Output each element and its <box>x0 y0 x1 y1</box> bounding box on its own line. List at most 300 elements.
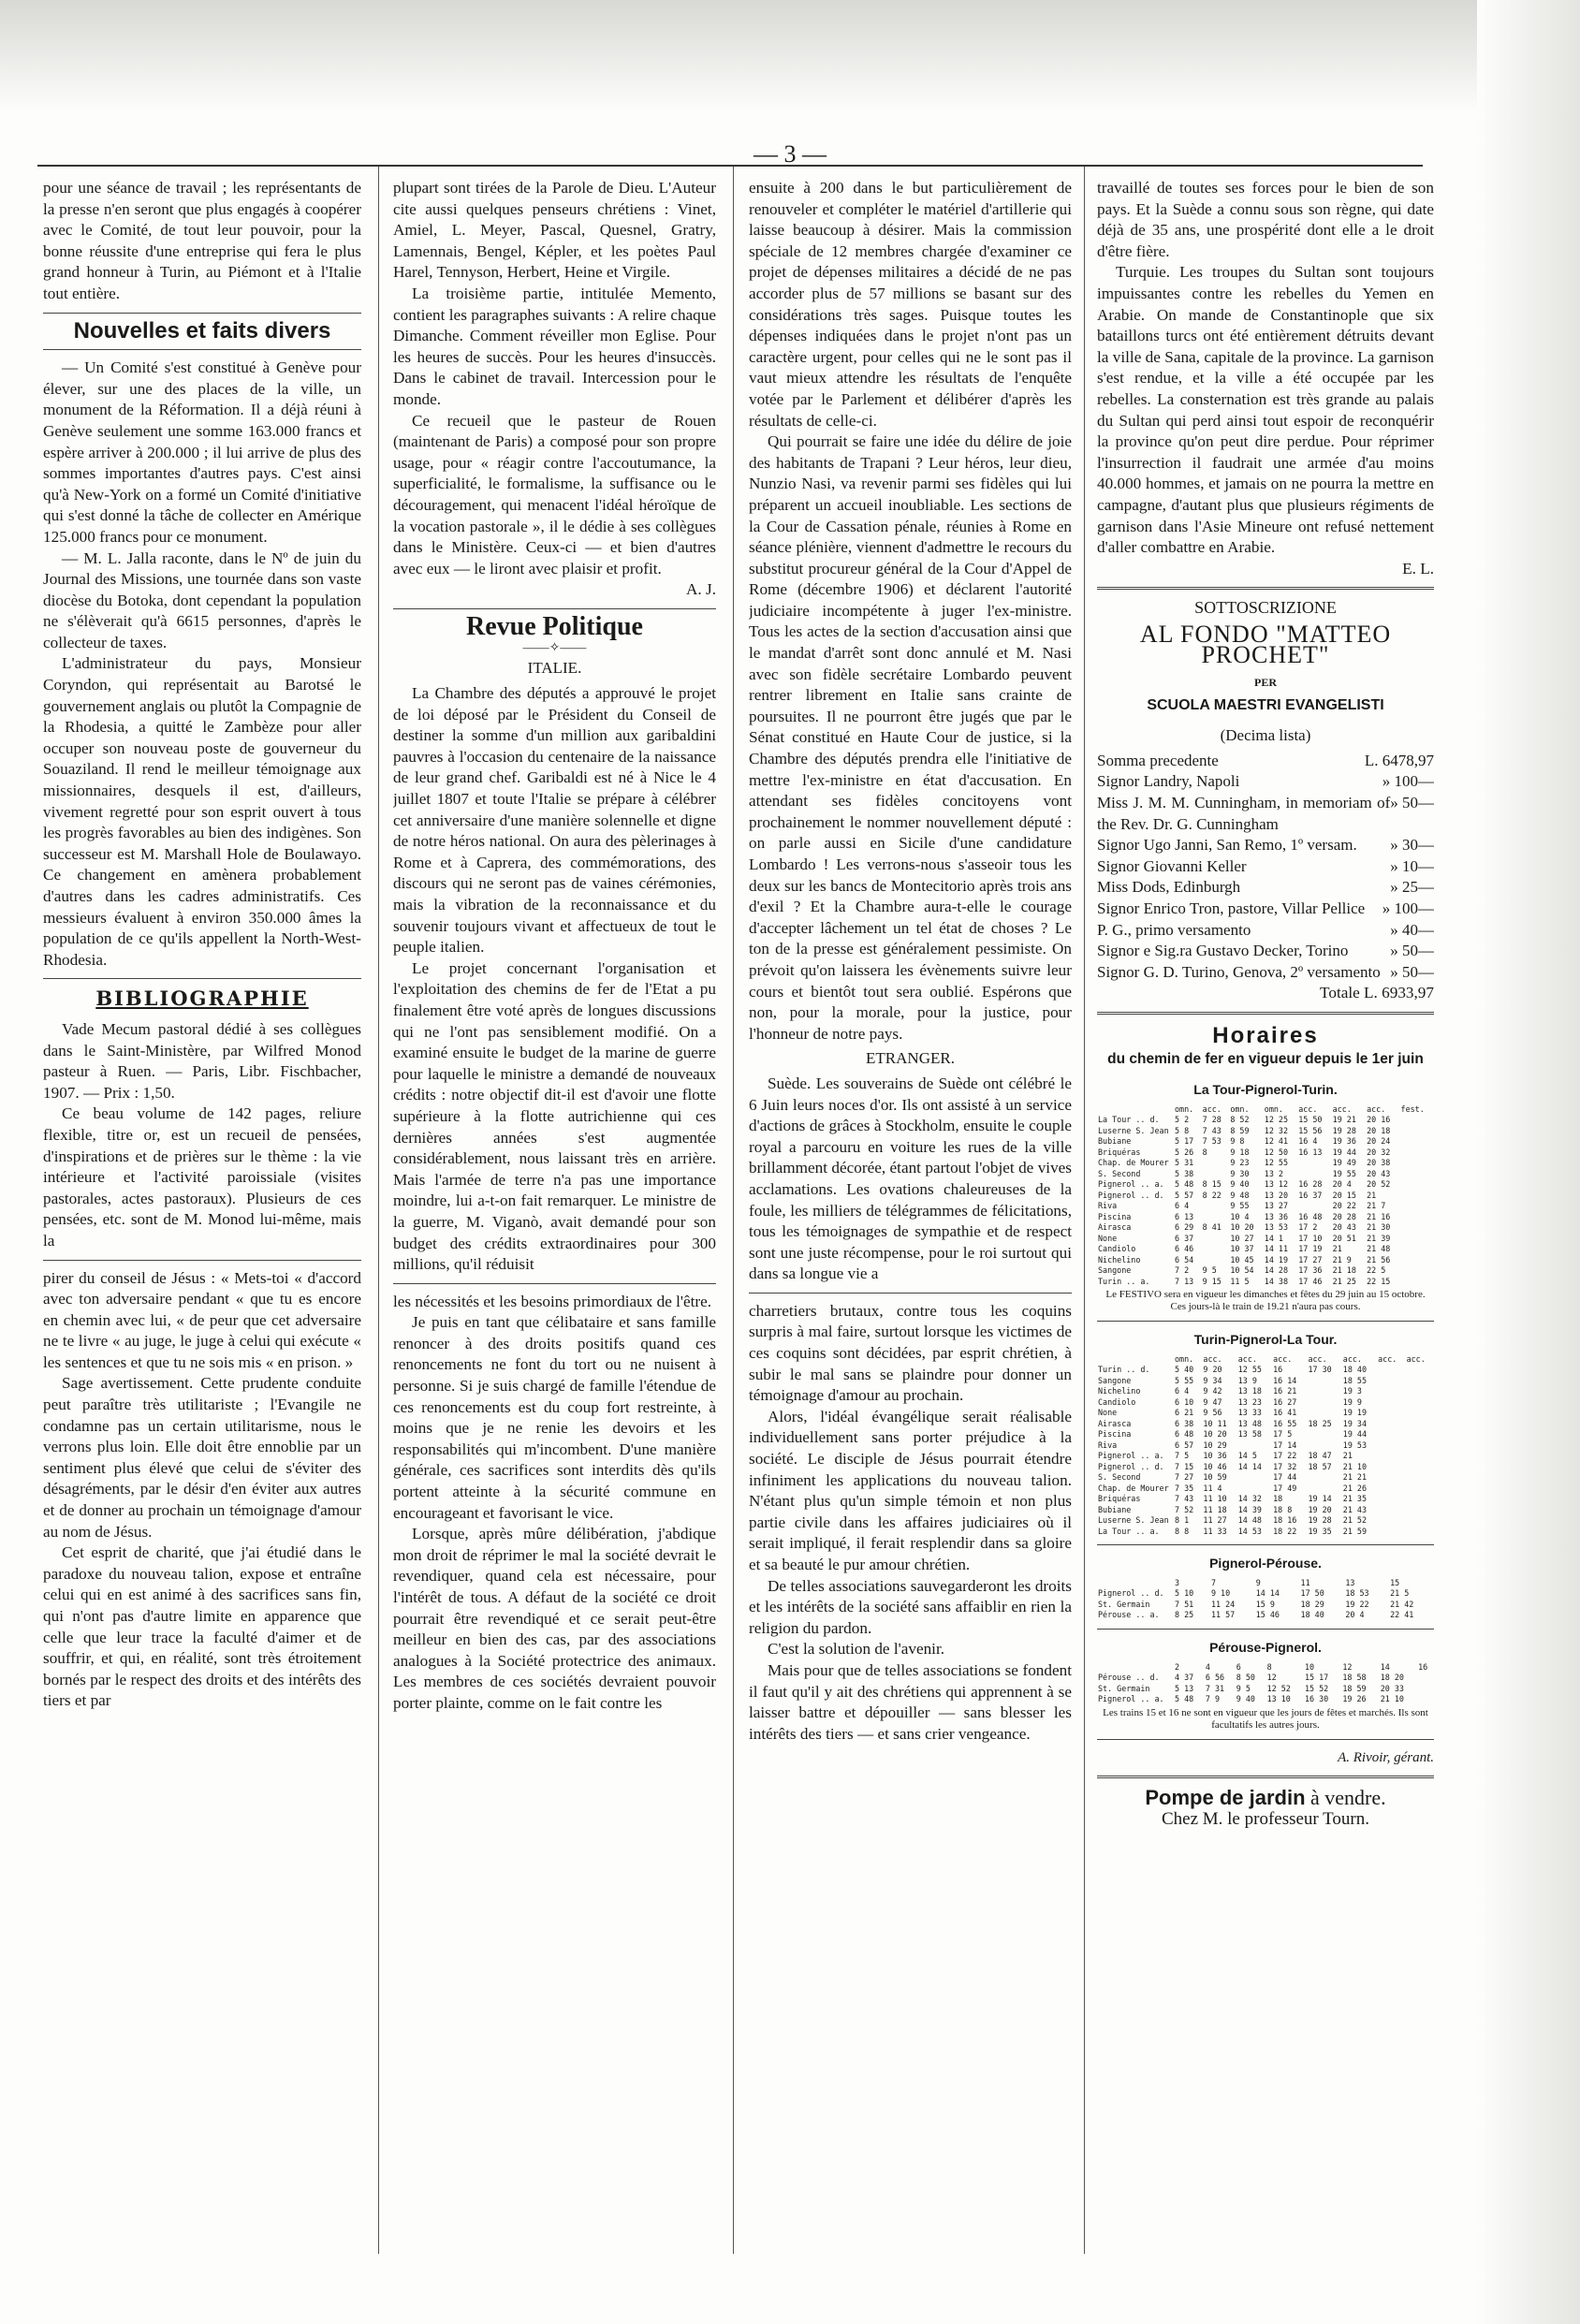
divider <box>1097 1544 1434 1545</box>
departure-time: 21 59 <box>1342 1526 1368 1536</box>
station-name: Turin .. a. <box>1098 1276 1150 1286</box>
article-text: plupart sont tirées de la Parole de Dieu. L'Auteur cite aussi quelques penseurs chrétiens : Vinet, Amiel, L. Meyer, Pascal, Quesnel, Gratry, Lamennais, Bengel, Képler, et les poètes Paul Harel, Tennyson, Herbert, Heine et Virgile. <box>393 179 716 282</box>
timetable-row <box>1097 1386 1434 1397</box>
departure-time: 18 <box>1273 1494 1283 1504</box>
departure-time: 4 37 <box>1175 1673 1194 1683</box>
timetable-row <box>1097 1440 1434 1452</box>
timetable-header-cell: acc. <box>1367 1104 1386 1114</box>
departure-time: 13 2 <box>1264 1168 1283 1178</box>
timetable-header-cell: 6 <box>1236 1661 1241 1672</box>
departure-time: 19 34 <box>1342 1418 1368 1428</box>
station-name: Piscina <box>1098 1429 1132 1440</box>
timetable-heading: Horaires <box>1212 1022 1319 1048</box>
donor-name: Signor e Sig.ra Gustavo Decker, Torino <box>1097 942 1349 960</box>
departure-time <box>1237 1484 1272 1495</box>
article-text: Cet esprit de charité, que j'ai étudié dans le paradoxe du nouveau talion, expose et entraîne celui qui en est animé à des sacrifices sans fin, qui n'ont pas d'autre limite en apparence que celle que leur trace la faculté d'aimer et de souffrir, et qui, en réalité, sont très étroitement bornés par le respect des droits et des intérêts des tiers et par <box>43 1543 361 1710</box>
departure-time: 7 5 <box>1175 1451 1190 1461</box>
timetable-header-cell: 4 <box>1205 1661 1210 1672</box>
donor-name: Signor G. D. Turino, Genova, 2º versamento <box>1097 962 1381 981</box>
departure-time <box>1417 1694 1434 1705</box>
timetable-row <box>1097 1365 1434 1376</box>
departure-time: 22 41 <box>1390 1610 1414 1620</box>
timetable-row <box>1097 1515 1434 1527</box>
departure-time: 5 2 <box>1175 1115 1190 1125</box>
departure-time: 14 11 <box>1264 1244 1288 1254</box>
departure-time <box>1297 1201 1331 1212</box>
station-name: Pérouse .. a. <box>1098 1610 1160 1620</box>
timetable-header-cell <box>1097 1354 1174 1366</box>
departure-time: 20 43 <box>1367 1168 1391 1178</box>
departure-time: 6 10 <box>1175 1396 1194 1407</box>
divider <box>43 349 361 350</box>
departure-time: 10 59 <box>1203 1472 1227 1483</box>
departure-time: 13 20 <box>1264 1190 1288 1200</box>
departure-time: 19 53 <box>1342 1440 1368 1450</box>
departure-time: 21 48 <box>1367 1244 1391 1254</box>
departure-time: 10 11 <box>1203 1418 1227 1428</box>
departure-time: 6 56 <box>1205 1673 1225 1683</box>
station-name: La Tour .. d. <box>1098 1115 1160 1125</box>
departure-time: 16 4 <box>1298 1136 1318 1147</box>
departure-time: 17 50 <box>1300 1588 1324 1599</box>
donor-name: Signor Giovanni Keller <box>1097 856 1247 875</box>
departure-time <box>1202 1158 1230 1169</box>
timetable-row <box>1097 1147 1434 1159</box>
departure-time: 9 55 <box>1230 1201 1250 1211</box>
departure-time <box>1406 1386 1434 1397</box>
article-text: De telles associations sauvegarderont les droits et les intérêts de la société sans affaiblir en rien la religion du pardon. <box>749 1576 1072 1637</box>
departure-time: 5 31 <box>1175 1158 1194 1168</box>
departure-time: 20 24 <box>1367 1136 1391 1147</box>
departure-time: 20 16 <box>1367 1115 1391 1125</box>
donor-name: Miss J. M. M. Cunningham, in memoriam of the Rev. Dr. G. Cunningham <box>1097 794 1391 833</box>
departure-time <box>1307 1397 1341 1409</box>
timetable-note: Le FESTIVO sera en vigueur les dimanches et fêtes du 29 juin au 15 octobre. Ces jours-là le train de 19.21 n'aura pas cours. <box>1105 1289 1426 1313</box>
line-title-perouse-pignerol: Pérouse-Pignerol. <box>1209 1639 1322 1655</box>
departure-time <box>1377 1376 1405 1387</box>
departure-time: 6 46 <box>1175 1244 1194 1254</box>
timetable-row <box>1097 1277 1434 1288</box>
departure-time: 11 27 <box>1203 1515 1227 1526</box>
station-name: Nichelino <box>1098 1254 1141 1264</box>
departure-time <box>1202 1244 1230 1255</box>
departure-time: 14 19 <box>1264 1254 1288 1264</box>
departure-time: 16 37 <box>1298 1190 1323 1200</box>
timetable-pignerol-perouse <box>1097 1578 1434 1621</box>
timetable-header-cell <box>1097 1104 1174 1116</box>
article-text: ensuite à 200 dans le but particulièrement de renouveler et compléter le matériel d'artillerie qui laisse beaucoup à désirer. Mais la commission spéciale de 12 membres chargée d'examiner ce projet de dépenses militaires a décidé de ne pas accorder plus de 57 millions se basant sur des considérations très sages. Puisque toutes les dépenses indiquées dans le projet n'ont pas un caractère urgent, pour celles qui ne le sont pas il vaut mieux attendre les résultats de l'enquête votée par le Parlement et délibérer d'après les résultats de celle-ci. <box>749 179 1072 430</box>
departure-time: 11 57 <box>1210 1610 1236 1620</box>
timetable-header-cell: acc. <box>1237 1353 1257 1364</box>
departure-time: 12 50 <box>1264 1147 1288 1157</box>
donation-amount: » 10— <box>1390 856 1434 875</box>
timetable-row <box>1097 1673 1434 1684</box>
departure-time: 17 5 <box>1273 1429 1293 1440</box>
donation-amount: » 50— <box>1390 794 1434 812</box>
departure-time: 9 40 <box>1230 1179 1250 1190</box>
departure-time: 20 51 <box>1332 1233 1356 1243</box>
departure-time <box>1202 1212 1230 1223</box>
departure-time: 19 14 <box>1308 1494 1332 1504</box>
timetable-header-cell: 7 <box>1210 1577 1216 1587</box>
divider <box>43 1260 361 1261</box>
departure-time <box>1377 1429 1405 1440</box>
departure-time: 7 31 <box>1205 1683 1225 1693</box>
departure-time: 7 43 <box>1202 1125 1222 1135</box>
departure-time: 7 13 <box>1175 1276 1194 1286</box>
departure-time: 17 30 <box>1308 1365 1332 1375</box>
departure-time: 21 39 <box>1367 1233 1391 1243</box>
departure-time <box>1406 1419 1434 1430</box>
station-name: Briquéras <box>1098 1147 1141 1157</box>
timetable-row <box>1097 1244 1434 1255</box>
departure-time <box>1377 1462 1405 1473</box>
donor-name: Signor Ugo Janni, San Remo, 1º versam. <box>1097 836 1357 855</box>
departure-time: 19 44 <box>1342 1429 1368 1440</box>
departure-time: 20 4 <box>1332 1179 1352 1190</box>
departure-time: 18 59 <box>1342 1683 1367 1693</box>
departure-time <box>1307 1429 1341 1440</box>
departure-time: 9 30 <box>1230 1168 1250 1178</box>
departure-time: 14 14 <box>1237 1461 1262 1471</box>
donation-amount: » 25— <box>1390 878 1434 897</box>
departure-time: 8 15 <box>1202 1179 1222 1190</box>
article-text: Suède. Les souverains de Suède ont célébré le 6 Juin leurs noces d'or. Ils ont assisté à un service d'actions de grâces à Stockholm, ensuite le couple royal a parcouru en voiture les rues de la ville brillamment décorée, étant partout l'objet de vives acclamations. Les ovations chaleureuses de la foule, les milliers de télégrammes de félicitations, tous les témoignages de sympathie et de respect sont une juste récompense, pour le roi surtout qui dans sa longue vie a <box>749 1074 1072 1283</box>
timetable-row <box>1097 1136 1434 1147</box>
station-name: Bubiane <box>1098 1504 1132 1514</box>
departure-time: 17 14 <box>1273 1440 1297 1450</box>
departure-time: 20 33 <box>1380 1683 1404 1693</box>
advertisement <box>1097 1788 1434 1809</box>
departure-time: 14 39 <box>1237 1504 1262 1514</box>
departure-time <box>1406 1376 1434 1387</box>
departure-time: 12 25 <box>1264 1115 1288 1125</box>
departure-time: 7 27 <box>1175 1472 1194 1483</box>
donation-amount: » 40— <box>1390 920 1434 939</box>
departure-time: 13 58 <box>1237 1429 1262 1440</box>
departure-time: 21 7 <box>1367 1201 1386 1211</box>
departure-time <box>1400 1115 1434 1126</box>
departure-time <box>1377 1386 1405 1397</box>
departure-time <box>1406 1408 1434 1419</box>
header-rule <box>37 165 1423 167</box>
departure-time: 18 25 <box>1308 1418 1332 1428</box>
timetable-row <box>1097 1191 1434 1202</box>
divider <box>393 608 716 609</box>
divider <box>1097 1776 1434 1778</box>
departure-time: 10 20 <box>1230 1222 1254 1233</box>
column-2 <box>393 178 716 2265</box>
timetable-header-cell: 13 <box>1345 1577 1355 1587</box>
departure-time: 13 53 <box>1264 1222 1288 1233</box>
departure-time <box>1307 1386 1341 1397</box>
timetable-subheading: du chemin de fer en vigueur depuis le 1er juin <box>1107 1050 1424 1067</box>
ad-text: à vendre. <box>1305 1786 1386 1810</box>
departure-time: 13 48 <box>1237 1418 1262 1428</box>
article-text: C'est la solution de l'avenir. <box>768 1640 945 1659</box>
departure-time <box>1297 1169 1331 1180</box>
departure-time: 10 27 <box>1230 1233 1254 1243</box>
timetable-header-cell: acc. <box>1308 1353 1327 1364</box>
departure-time: 15 46 <box>1255 1610 1280 1620</box>
station-name: Pignerol .. a. <box>1098 1451 1164 1461</box>
departure-time <box>1406 1462 1434 1473</box>
departure-time: 21 35 <box>1342 1494 1368 1504</box>
departure-time: 17 19 <box>1298 1244 1323 1254</box>
departure-time: 7 43 <box>1175 1494 1194 1504</box>
departure-time <box>1406 1440 1434 1452</box>
departure-time <box>1307 1472 1341 1484</box>
departure-time: 12 41 <box>1264 1136 1288 1147</box>
timetable-header-cell: fest. <box>1400 1104 1425 1114</box>
timetable-row <box>1097 1126 1434 1137</box>
departure-time: 19 36 <box>1332 1136 1356 1147</box>
timetable-header-row <box>1097 1578 1434 1589</box>
departure-time: 15 50 <box>1298 1115 1323 1125</box>
donation-row <box>1097 899 1434 920</box>
timetable-row <box>1097 1201 1434 1212</box>
departure-time: 5 55 <box>1175 1375 1194 1385</box>
departure-time: 9 10 <box>1210 1588 1231 1599</box>
departure-time: 13 18 <box>1237 1386 1262 1396</box>
departure-time <box>1307 1484 1341 1495</box>
departure-time: 14 53 <box>1237 1526 1262 1536</box>
departure-time: 9 23 <box>1230 1158 1250 1168</box>
divider <box>393 1283 716 1284</box>
station-name: Airasca <box>1098 1418 1132 1428</box>
list-number: (Decima lista) <box>1220 726 1311 745</box>
article-text: pour une séance de travail ; les représentants de la presse n'en seront que plus engagés à coopérer avec le Comité, de tout leur pouvoir, pour la bonne réussite d'une entreprise qui fera le plus grand honneur à Turin, au Piémont et à l'Italie tout entière. <box>43 179 361 302</box>
donation-row <box>1097 920 1434 942</box>
departure-time <box>1417 1684 1434 1695</box>
column-rule-3 <box>1084 167 1085 2254</box>
departure-time <box>1237 1440 1272 1452</box>
divider <box>1097 1629 1434 1630</box>
departure-time <box>1406 1515 1434 1527</box>
departure-time: 7 52 <box>1175 1504 1194 1514</box>
station-name: Pérouse .. d. <box>1098 1673 1160 1683</box>
departure-time: 21 <box>1367 1190 1377 1200</box>
departure-time: 12 55 <box>1237 1365 1262 1375</box>
departure-time: 18 40 <box>1342 1365 1368 1375</box>
station-name: Pignerol .. d. <box>1098 1588 1164 1599</box>
departure-time: 16 48 <box>1298 1211 1323 1221</box>
departure-time: 5 40 <box>1175 1365 1194 1375</box>
departure-time <box>1237 1472 1272 1484</box>
departure-time: 5 26 <box>1175 1147 1194 1157</box>
departure-time <box>1377 1440 1405 1452</box>
departure-time: 16 28 <box>1298 1179 1323 1190</box>
departure-time: 21 5 <box>1390 1588 1410 1599</box>
departure-time: 17 27 <box>1298 1254 1323 1264</box>
departure-time <box>1377 1484 1405 1495</box>
divider <box>1097 1321 1434 1322</box>
departure-time <box>1400 1147 1434 1159</box>
departure-time: 10 29 <box>1203 1440 1227 1450</box>
article-text: La troisième partie, intitulée Memento, contient les paragraphes suivants : A relire chaque Dimanche. Comment réveiller mon Eglise. Pour les heures de succès. Pour les heures d'insuccès. Dans le cabinet de travail. Intercession pour le monde. <box>393 284 716 408</box>
departure-time: 17 46 <box>1298 1276 1323 1286</box>
departure-time: 9 5 <box>1202 1265 1217 1276</box>
departure-time: 19 28 <box>1332 1125 1356 1135</box>
departure-time: 5 10 <box>1175 1588 1194 1599</box>
timetable-row <box>1097 1115 1434 1126</box>
article-text: travaillé de toutes ses forces pour le bien de son pays. Et la Suède a connu sous son règne, qui date déjà de 35 ans, une prospérité dont elle a le droit d'être fière. <box>1097 179 1434 260</box>
station-name: Candiolo <box>1098 1244 1136 1254</box>
departure-time: 15 56 <box>1298 1125 1323 1135</box>
departure-time: 16 <box>1273 1365 1283 1375</box>
timetable-row <box>1097 1234 1434 1245</box>
timetable-header-row <box>1097 1662 1434 1674</box>
departure-time: 21 43 <box>1342 1504 1368 1514</box>
page-number: — 3 — <box>753 140 827 168</box>
line-title-turin-la-tour: Turin-Pignerol-La Tour. <box>1193 1332 1338 1348</box>
departure-time <box>1406 1397 1434 1409</box>
timetable-row <box>1097 1588 1434 1600</box>
timetable-row <box>1097 1600 1434 1611</box>
departure-time: 16 27 <box>1273 1396 1297 1407</box>
timetable-row <box>1097 1429 1434 1440</box>
donation-row <box>1097 793 1434 835</box>
timetable-header-cell <box>1097 1662 1174 1674</box>
donation-amount: » 30— <box>1390 836 1434 855</box>
departure-time: 16 55 <box>1273 1418 1297 1428</box>
departure-time: 19 9 <box>1342 1396 1362 1407</box>
departure-time: 5 48 <box>1175 1179 1194 1190</box>
departure-time: 18 20 <box>1380 1673 1404 1683</box>
departure-time <box>1202 1234 1230 1245</box>
signature: E. L. <box>1402 559 1434 577</box>
departure-time: 13 36 <box>1264 1211 1288 1221</box>
departure-time: 20 52 <box>1367 1179 1391 1190</box>
article-text: Turquie. Les troupes du Sultan sont toujours impuissantes contre les rebelles du Yemen en Arabie. On mande de Constantinople que six bataillons turcs ont été entièrement détruits devant la ville de Sana, capitale de la province. La garnison s'est rendue, et la ville a été occupée par les rebelles. La consternation est très grande au palais du Sultan qui perd ainsi tout espoir de reconquérir la province qu'on peut dire perdue. Pour réprimer l'insurrection il faudrait une armée d'au moins 40.000 hommes, et jamais on ne pourra la mettre en campagne, d'autant plus que plusieurs régiments de garnison dans l'Asie Mineure ont refusé nettement d'aller combattre en Arabie. <box>1097 263 1434 557</box>
station-name: St. Germain <box>1098 1683 1150 1693</box>
departure-time: 20 32 <box>1367 1147 1391 1157</box>
departure-time: 10 46 <box>1203 1461 1227 1471</box>
per-label: PER <box>1254 676 1277 690</box>
timetable-row <box>1097 1419 1434 1430</box>
departure-time: 5 13 <box>1175 1683 1194 1693</box>
departure-time: 5 38 <box>1175 1168 1194 1178</box>
departure-time <box>1377 1451 1405 1462</box>
departure-time: 14 5 <box>1237 1451 1257 1461</box>
station-name: Sangone <box>1098 1375 1132 1385</box>
departure-time: 21 26 <box>1342 1483 1368 1493</box>
timetable-header-cell: acc. <box>1273 1353 1293 1364</box>
departure-time <box>1406 1472 1434 1484</box>
departure-time: 21 10 <box>1380 1694 1404 1704</box>
divider <box>1097 587 1434 590</box>
station-name: Pignerol .. d. <box>1098 1190 1164 1200</box>
divider <box>43 978 361 979</box>
departure-time: 5 48 <box>1175 1694 1194 1704</box>
column-rule-2 <box>733 167 734 2254</box>
departure-time: 7 9 <box>1205 1694 1221 1704</box>
departure-time: 18 29 <box>1300 1599 1324 1609</box>
departure-time: 9 5 <box>1236 1683 1251 1693</box>
station-name: Airasca <box>1098 1222 1132 1233</box>
timetable-row <box>1097 1397 1434 1409</box>
departure-time <box>1377 1494 1405 1505</box>
timetable-header-cell: acc. <box>1202 1104 1222 1114</box>
section-heading-nouvelles: Nouvelles et faits divers <box>73 317 331 343</box>
departure-time <box>1297 1158 1331 1169</box>
departure-time: 9 56 <box>1203 1408 1222 1418</box>
departure-time <box>1377 1527 1405 1538</box>
departure-time: 6 4 <box>1175 1201 1190 1211</box>
departure-time: 12 <box>1266 1673 1277 1683</box>
departure-time <box>1400 1277 1434 1288</box>
subheading-etranger: ETRANGER. <box>866 1049 955 1068</box>
departure-time: 20 18 <box>1367 1125 1391 1135</box>
article-text: les nécessités et les besoins primordiaux de l'être. <box>393 1292 712 1310</box>
timetable-row <box>1097 1505 1434 1516</box>
departure-time: 14 14 <box>1255 1588 1280 1599</box>
departure-time <box>1377 1419 1405 1430</box>
departure-time: 17 2 <box>1298 1222 1318 1233</box>
departure-time: 16 30 <box>1304 1694 1329 1704</box>
departure-time <box>1417 1673 1434 1684</box>
departure-time <box>1400 1255 1434 1266</box>
timetable-row <box>1097 1462 1434 1473</box>
ornament: ——✧—— <box>522 641 587 656</box>
departure-time <box>1400 1136 1434 1147</box>
departure-time: 7 35 <box>1175 1483 1194 1493</box>
station-name: Pignerol .. a. <box>1098 1694 1164 1704</box>
departure-time: 7 53 <box>1202 1136 1222 1147</box>
departure-time: 13 27 <box>1264 1201 1288 1211</box>
departure-time: 13 9 <box>1237 1375 1257 1385</box>
timetable-header-cell: 8 <box>1266 1661 1272 1672</box>
station-name: Sangone <box>1098 1265 1132 1276</box>
departure-time: 13 23 <box>1237 1396 1262 1407</box>
departure-time: 9 34 <box>1203 1375 1222 1385</box>
departure-time: 8 8 <box>1175 1526 1190 1536</box>
subscription-heading: SOTTOSCRIZIONE <box>1194 598 1337 618</box>
departure-time <box>1400 1265 1434 1277</box>
article-text: La Chambre des députés a approuvé le projet de loi déposé par le Président du Conseil de destiner la somme d'un million aux garibaldini pauvres à l'occasion du centenaire de la naissance de leur grand chef. Garibaldi est né à Nice le 4 juillet 1807 et toute l'Italie se prépare à célébrer cet anniversaire d'une manière solennelle et digne de notre héros national. On aura des pèlerinages à Rome et à Caprera, des commémorations, des discours qui ne seront pas de vaines cérémonies, mais la vibration de la reconnaissance et du souvenir toujours vivant et affectueux de tout le peuple italien. <box>393 684 716 957</box>
departure-time: 13 10 <box>1266 1694 1291 1704</box>
departure-time: 18 58 <box>1342 1673 1367 1683</box>
departure-time: 9 42 <box>1203 1386 1222 1396</box>
departure-time: 18 22 <box>1273 1526 1297 1536</box>
departure-time <box>1406 1365 1434 1376</box>
departure-time: 21 9 <box>1332 1254 1352 1264</box>
timetable-row <box>1097 1408 1434 1419</box>
school-name: SCUOLA MAESTRI EVANGELISTI <box>1147 696 1384 713</box>
book-reference: Vade Mecum pastoral dédié à ses collègues dans le Saint-Ministère, par Wilfred Monod pasteur à Ruen. — Paris, Libr. Fischbacher, 1907. — Prix : 1,50. <box>43 1019 361 1102</box>
departure-time <box>1307 1440 1341 1452</box>
subheading-italie: ITALIE. <box>527 659 582 678</box>
departure-time <box>1400 1212 1434 1223</box>
timetable-header-row <box>1097 1104 1434 1116</box>
departure-time: 20 15 <box>1332 1190 1356 1200</box>
departure-time: 19 55 <box>1332 1168 1356 1178</box>
departure-time <box>1377 1515 1405 1527</box>
departure-time: 13 33 <box>1237 1408 1262 1418</box>
departure-time: 18 47 <box>1308 1451 1332 1461</box>
departure-time: 12 52 <box>1266 1683 1291 1693</box>
station-name: Nichelino <box>1098 1386 1141 1396</box>
timetable-row <box>1097 1494 1434 1505</box>
departure-time <box>1307 1376 1341 1387</box>
station-name: Candiolo <box>1098 1396 1136 1407</box>
article-text: Lorsque, après mûre délibération, j'abdique mon droit de réprimer le mal la société devrait le revendiquer, quand cela est nécessaire, pour l'intérêt de tous. A défaut de la société ce droit pourrait être revendiqué et ce serait peut-être meilleur en bien des cas, par des associations analogues à la Société protectrice des animaux. Les membres de ces sociétés devraient pouvoir porter plainte, comme on le fait contre les <box>393 1525 716 1712</box>
departure-time: 6 38 <box>1175 1418 1194 1428</box>
station-name: Piscina <box>1098 1211 1132 1221</box>
column-rule-1 <box>378 167 379 2254</box>
timetable-header-cell: acc. <box>1332 1104 1352 1114</box>
section-heading-bibliographie: BIBLIOGRAPHIE <box>95 987 309 1011</box>
